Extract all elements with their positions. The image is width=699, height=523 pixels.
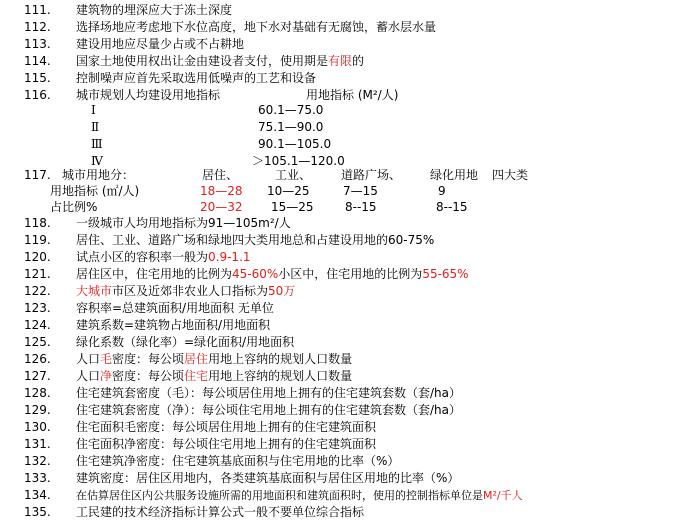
text-segment: 市区及近郊非农业人口指标为 [112, 284, 269, 298]
item-number: 124. [24, 318, 51, 332]
column-header: 四大类 [492, 168, 529, 182]
item-number: 132. [24, 454, 51, 468]
table-cell: 9 [438, 184, 446, 198]
level-label: Ⅰ [91, 103, 96, 117]
text-segment: 小区中，住宅用地的比例为 [278, 267, 423, 281]
highlight-text: 净 [100, 369, 113, 383]
item-text: 工民建的技术经济指标计算公式一般不要单位综合指标 [76, 505, 365, 519]
item-number: 126. [24, 352, 51, 366]
level-value: 60.1—75.0 [258, 103, 324, 117]
item-text [76, 53, 364, 70]
highlight-text: 毛 [100, 352, 113, 366]
column-header: 居住、 [202, 168, 239, 182]
level-value: ＞105.1—120.0 [252, 154, 345, 168]
highlight-text: M²/千人 [483, 489, 523, 502]
item-number: 130. [24, 420, 51, 434]
level-value: 90.1—105.0 [258, 137, 332, 151]
column-header: 道路广场、 [341, 168, 402, 182]
item-text: 居住、工业、道路广场和绿地四大类用地总和占建设用地的60-75% [76, 233, 435, 247]
highlight-text: 0.9-1.1 [208, 250, 251, 264]
item-number: 116. [24, 88, 51, 102]
text-segment: 的 [352, 54, 365, 68]
item-number: 111. [24, 3, 51, 17]
item-text [76, 351, 352, 368]
item-number: 125. [24, 335, 51, 349]
level-value: 75.1—90.0 [258, 120, 324, 134]
highlight-text: 有限 [328, 54, 353, 68]
item-number: 112. [24, 20, 51, 34]
item-text: 城市用地分： [62, 168, 135, 182]
item-number: 133. [24, 471, 51, 485]
item-number: 127. [24, 369, 51, 383]
item-number: 123. [24, 301, 51, 315]
item-text: 住宅面积净密度：每公顷住宅用地上拥有的住宅建筑面积 [76, 437, 377, 451]
text-segment: 人口 [76, 369, 101, 383]
item-number: 119. [24, 233, 51, 247]
item-text: 建筑系数=建筑物占地面积/用地面积 [76, 318, 271, 332]
item-text [76, 487, 523, 504]
highlight-text: 居住 [184, 352, 209, 366]
text-segment: 用地上容纳的规划人口数量 [208, 369, 353, 383]
item-text: 绿化系数（绿化率）=绿化面积/用地面积 [76, 335, 295, 349]
table-cell: 10—25 [267, 184, 310, 198]
item-number: 117. [24, 168, 51, 182]
table-cell: 7—15 [343, 184, 378, 198]
column-label: 用地指标 (M²/人) [306, 88, 399, 102]
item-text: 住宅面积毛密度：每公顷居住用地上拥有的住宅建筑面积 [76, 420, 377, 434]
highlight-text: 50万 [268, 284, 296, 298]
row-label: 用地指标 (㎡/人) [50, 184, 140, 198]
item-number: 120. [24, 250, 51, 264]
level-label: Ⅱ [91, 120, 100, 134]
text-segment: 国家土地使用权出让金由建设者支付，使用期是 [76, 54, 329, 68]
item-number: 128. [24, 386, 51, 400]
highlight-text: 45-60% [232, 267, 279, 281]
item-text: 一级城市人均用地指标为91—105m²/人 [76, 216, 291, 230]
text-segment: 用地上容纳的规划人口数量 [208, 352, 353, 366]
table-cell: 20—32 [200, 200, 243, 214]
item-text [76, 368, 352, 385]
item-text: 容积率=总建筑面积/用地面积 无单位 [76, 301, 274, 315]
item-number: 121. [24, 267, 51, 281]
text-segment: 人口 [76, 352, 101, 366]
item-text: 住宅建筑套密度（净）：每公顷住宅用地上拥有的住宅建筑套数（套/ha） [76, 403, 462, 417]
text-segment: 在估算居住区内公共服务设施所需的用地面积和建筑面积时，使用的控制指标单位是 [76, 489, 483, 502]
item-text: 住宅建筑净密度：住宅建筑基底面积与住宅用地的比率（%） [76, 454, 400, 468]
item-text: 城市规划人均建设用地指标 [76, 88, 221, 102]
item-text: 建筑物的埋深应大于冻土深度 [76, 3, 233, 17]
item-number: 114. [24, 54, 51, 68]
level-label: Ⅳ [91, 154, 103, 168]
item-text [76, 249, 251, 266]
item-text: 建筑密度：居住区用地内，各类建筑基底面积与居住区用地的比率（%） [76, 471, 460, 485]
item-text: 住宅建筑套密度（毛）：每公顷居住用地上拥有的住宅建筑套数（套/ha） [76, 386, 462, 400]
table-cell: 8--15 [345, 200, 377, 214]
item-number: 113. [24, 37, 51, 51]
item-text: 建设用地应尽量少占或不占耕地 [76, 37, 245, 51]
item-text [76, 283, 295, 300]
text-segment: 居住区中，住宅用地的比例为 [76, 267, 233, 281]
item-number: 122. [24, 284, 51, 298]
item-number: 115. [24, 71, 51, 85]
text-segment: 密度：每公顷 [112, 369, 185, 383]
table-cell: 18—28 [200, 184, 243, 198]
text-segment: 试点小区的容积率一般为 [76, 250, 209, 264]
item-number: 118. [24, 216, 51, 230]
text-segment: 密度：每公顷 [112, 352, 185, 366]
table-cell: 8--15 [436, 200, 468, 214]
column-header: 工业、 [275, 168, 312, 182]
row-label: 占比例% [50, 200, 98, 214]
highlight-text: 大城市 [76, 284, 113, 298]
item-number: 131. [24, 437, 51, 451]
highlight-text: 住宅 [184, 369, 209, 383]
item-number: 129. [24, 403, 51, 417]
item-text: 控制噪声应首先采取选用低噪声的工艺和设备 [76, 71, 317, 85]
level-label: Ⅲ [91, 137, 103, 151]
item-text [76, 266, 469, 283]
item-number: 134. [24, 488, 51, 502]
table-cell: 15—25 [271, 200, 314, 214]
column-header: 绿化用地 [430, 168, 479, 182]
item-number: 135. [24, 505, 51, 519]
item-text: 选择场地应考虑地下水位高度，地下水对基础有无腐蚀，蓄水层水量 [76, 20, 437, 34]
highlight-text: 55-65% [422, 267, 469, 281]
